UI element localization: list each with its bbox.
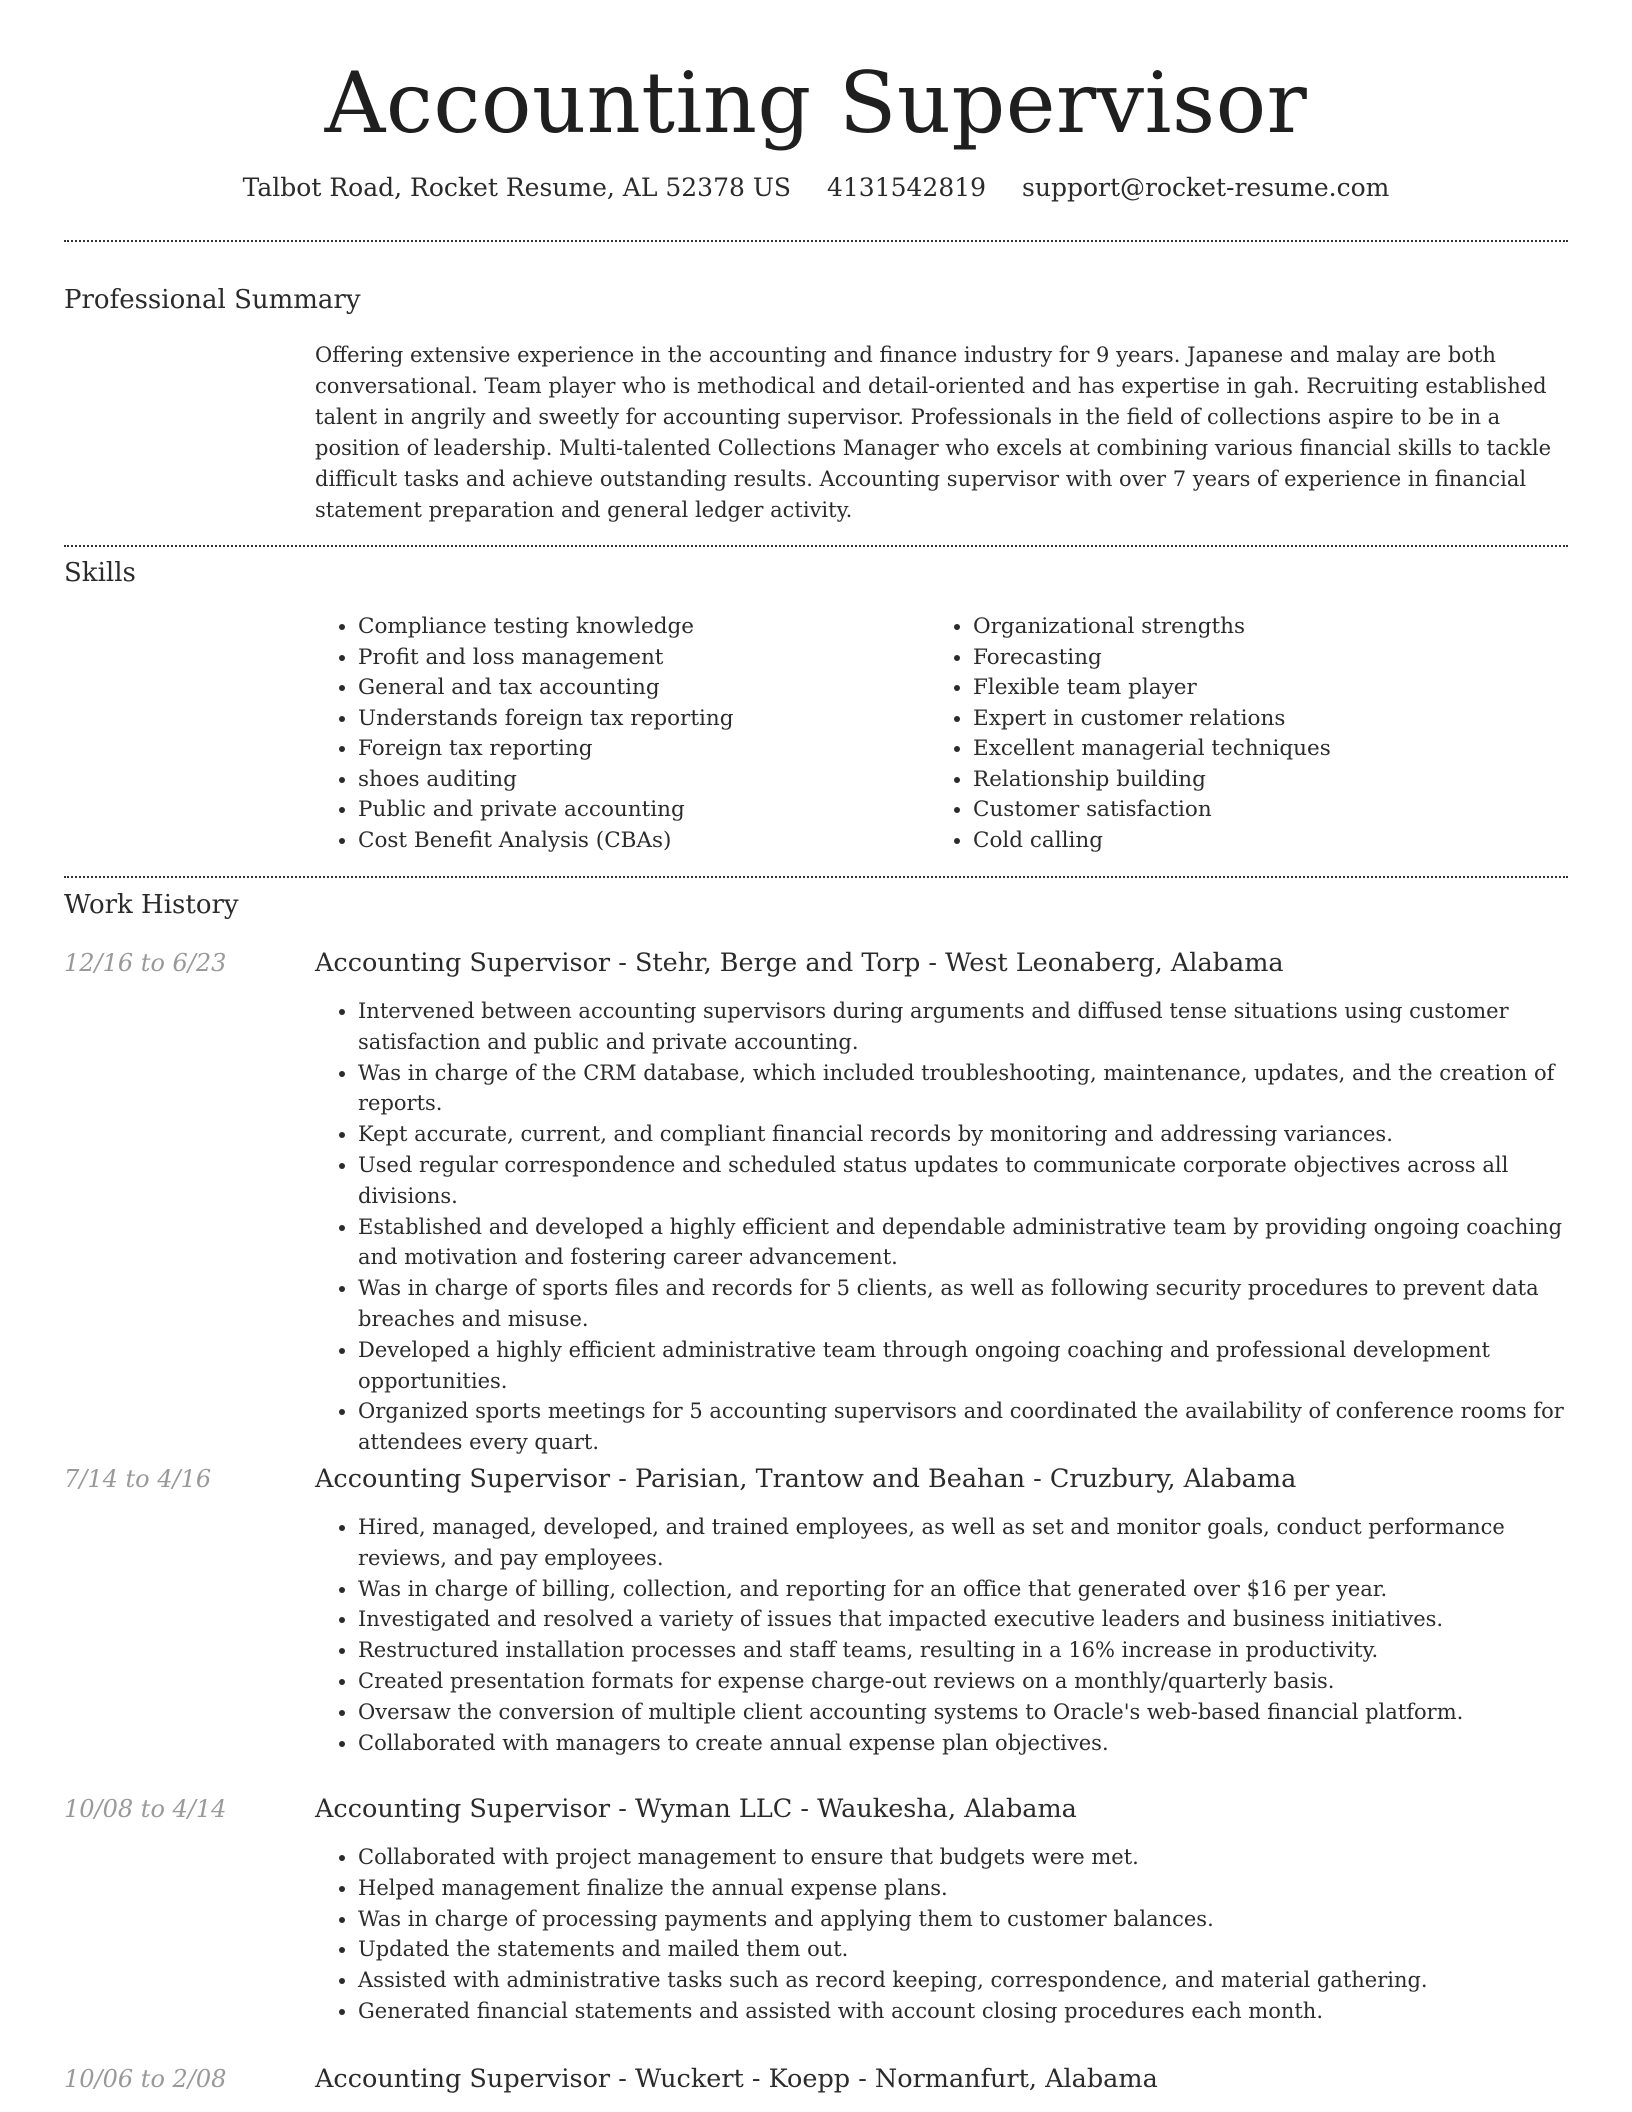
skill-item: • Cold calling bbox=[973, 826, 1558, 857]
skills-list bbox=[328, 612, 1568, 856]
job-bullet: • Was in charge of sports files and records for 5 clients, as well as following security procedures to prevent data breaches and misuse. bbox=[358, 1273, 1568, 1335]
skill-item: • Forecasting bbox=[973, 643, 1558, 674]
job-bullet: • Kept accurate, current, and compliant financial records by monitoring and addressing variances. bbox=[358, 1119, 1568, 1150]
contact-address: Talbot Road, Rocket Resume, AL 52378 US bbox=[242, 173, 792, 202]
job-title: Accounting Supervisor - Parisian, Trantow and Beahan - Cruzbury, Alabama bbox=[315, 1464, 1297, 1494]
skill-item: • Customer satisfaction bbox=[973, 795, 1558, 826]
contact-email: support@rocket-resume.com bbox=[1022, 173, 1390, 202]
job-dates: 12/16 to 6/23 bbox=[64, 949, 227, 977]
skill-item: • Foreign tax reporting bbox=[358, 734, 943, 765]
job-bullet: • Organized sports meetings for 5 accounting supervisors and coordinated the availability of conference rooms for attendees every quart. bbox=[358, 1396, 1568, 1458]
job-bullet: • Intervened between accounting supervisors during arguments and diffused tense situations using customer satisfaction and public and private accounting. bbox=[358, 996, 1568, 1058]
skill-item: • Organizational strengths bbox=[973, 612, 1558, 643]
summary-text: Offering extensive experience in the accounting and finance industry for 9 years. Japanese and malay are both conversational. Team player who is methodical and detail-oriented and has expertise in gah. Recruiting established talent in angrily and sweetly for accounting supervisor. Professionals in the field of collections aspire to be in a position of leadership. Multi-talented Collections Manager who excels at combining various financial skills to tackle difficult tasks and achieve outstanding results. Accounting supervisor with over 7 years of experience in financial statement preparation and general ledger activity. bbox=[315, 343, 1552, 522]
job-bullet: • Was in charge of the CRM database, which included troubleshooting, maintenance, updates, and the creation of reports. bbox=[358, 1058, 1568, 1120]
job-bullet: • Restructured installation processes and staff teams, resulting in a 16% increase in productivity. bbox=[358, 1635, 1568, 1666]
skill-item: • Understands foreign tax reporting bbox=[358, 704, 943, 735]
job-bullet: • Was in charge of billing, collection, and reporting for an office that generated over $16 per year. bbox=[358, 1574, 1568, 1605]
contact-line bbox=[0, 168, 1632, 208]
job-dates: 10/08 to 4/14 bbox=[64, 1795, 227, 1823]
job-bullet: • Helped management finalize the annual expense plans. bbox=[358, 1873, 1568, 1904]
skill-item: • Profit and loss management bbox=[358, 643, 943, 674]
job-bullets bbox=[328, 996, 1568, 1458]
job-bullet: • Assisted with administrative tasks such as record keeping, correspondence, and material gathering. bbox=[358, 1965, 1568, 1996]
job-dates: 7/14 to 4/16 bbox=[64, 1465, 212, 1493]
section-divider bbox=[64, 240, 1568, 242]
skill-item: • Excellent managerial techniques bbox=[973, 734, 1558, 765]
resume-name: Accounting Supervisor bbox=[324, 54, 1308, 152]
job-bullets bbox=[328, 1842, 1568, 2027]
skill-item: • Expert in customer relations bbox=[973, 704, 1558, 735]
job-bullet: • Collaborated with project management to ensure that budgets were met. bbox=[358, 1842, 1568, 1873]
skill-item: • Relationship building bbox=[973, 765, 1558, 796]
job-bullet: • Developed a highly efficient administrative team through ongoing coaching and professional development opportunities. bbox=[358, 1335, 1568, 1397]
job-bullet: • Updated the statements and mailed them out. bbox=[358, 1934, 1568, 1965]
skill-item: • Cost Benefit Analysis (CBAs) bbox=[358, 826, 943, 857]
job-bullets bbox=[328, 1512, 1568, 1758]
skill-item: • shoes auditing bbox=[358, 765, 943, 796]
job-bullet: • Used regular correspondence and scheduled status updates to communicate corporate objectives across all divisions. bbox=[358, 1150, 1568, 1212]
skills-column-left bbox=[328, 612, 943, 856]
summary-heading: Professional Summary bbox=[64, 285, 361, 315]
job-bullet: • Oversaw the conversion of multiple client accounting systems to Oracle's web-based financial platform. bbox=[358, 1697, 1568, 1728]
skill-item: • Flexible team player bbox=[973, 673, 1558, 704]
skill-item: • Public and private accounting bbox=[358, 795, 943, 826]
job-bullet: • Created presentation formats for expense charge-out reviews on a monthly/quarterly basis. bbox=[358, 1666, 1568, 1697]
skills-column-right bbox=[943, 612, 1558, 856]
contact-phone: 4131542819 bbox=[827, 173, 987, 202]
job-title: Accounting Supervisor - Wuckert - Koepp - Normanfurt, Alabama bbox=[315, 2064, 1158, 2094]
job-dates: 10/06 to 2/08 bbox=[64, 2065, 227, 2093]
job-bullet: • Was in charge of processing payments and applying them to customer balances. bbox=[358, 1904, 1568, 1935]
skills-heading: Skills bbox=[64, 558, 136, 588]
skill-item: • General and tax accounting bbox=[358, 673, 943, 704]
job-bullet: • Hired, managed, developed, and trained employees, as well as set and monitor goals, conduct performance reviews, and pay employees. bbox=[358, 1512, 1568, 1574]
job-title: Accounting Supervisor - Stehr, Berge and Torp - West Leonaberg, Alabama bbox=[315, 948, 1284, 978]
work-history-heading: Work History bbox=[64, 890, 239, 920]
job-bullet: • Generated financial statements and assisted with account closing procedures each month. bbox=[358, 1996, 1568, 2027]
job-title: Accounting Supervisor - Wyman LLC - Waukesha, Alabama bbox=[315, 1794, 1077, 1824]
job-bullet: • Established and developed a highly efficient and dependable administrative team by providing ongoing coaching and motivation and fostering career advancement. bbox=[358, 1212, 1568, 1274]
skill-item: • Compliance testing knowledge bbox=[358, 612, 943, 643]
section-divider bbox=[64, 876, 1568, 878]
job-bullet: • Investigated and resolved a variety of issues that impacted executive leaders and business initiatives. bbox=[358, 1604, 1568, 1635]
job-bullet: • Collaborated with managers to create annual expense plan objectives. bbox=[358, 1728, 1568, 1759]
section-divider bbox=[64, 545, 1568, 547]
